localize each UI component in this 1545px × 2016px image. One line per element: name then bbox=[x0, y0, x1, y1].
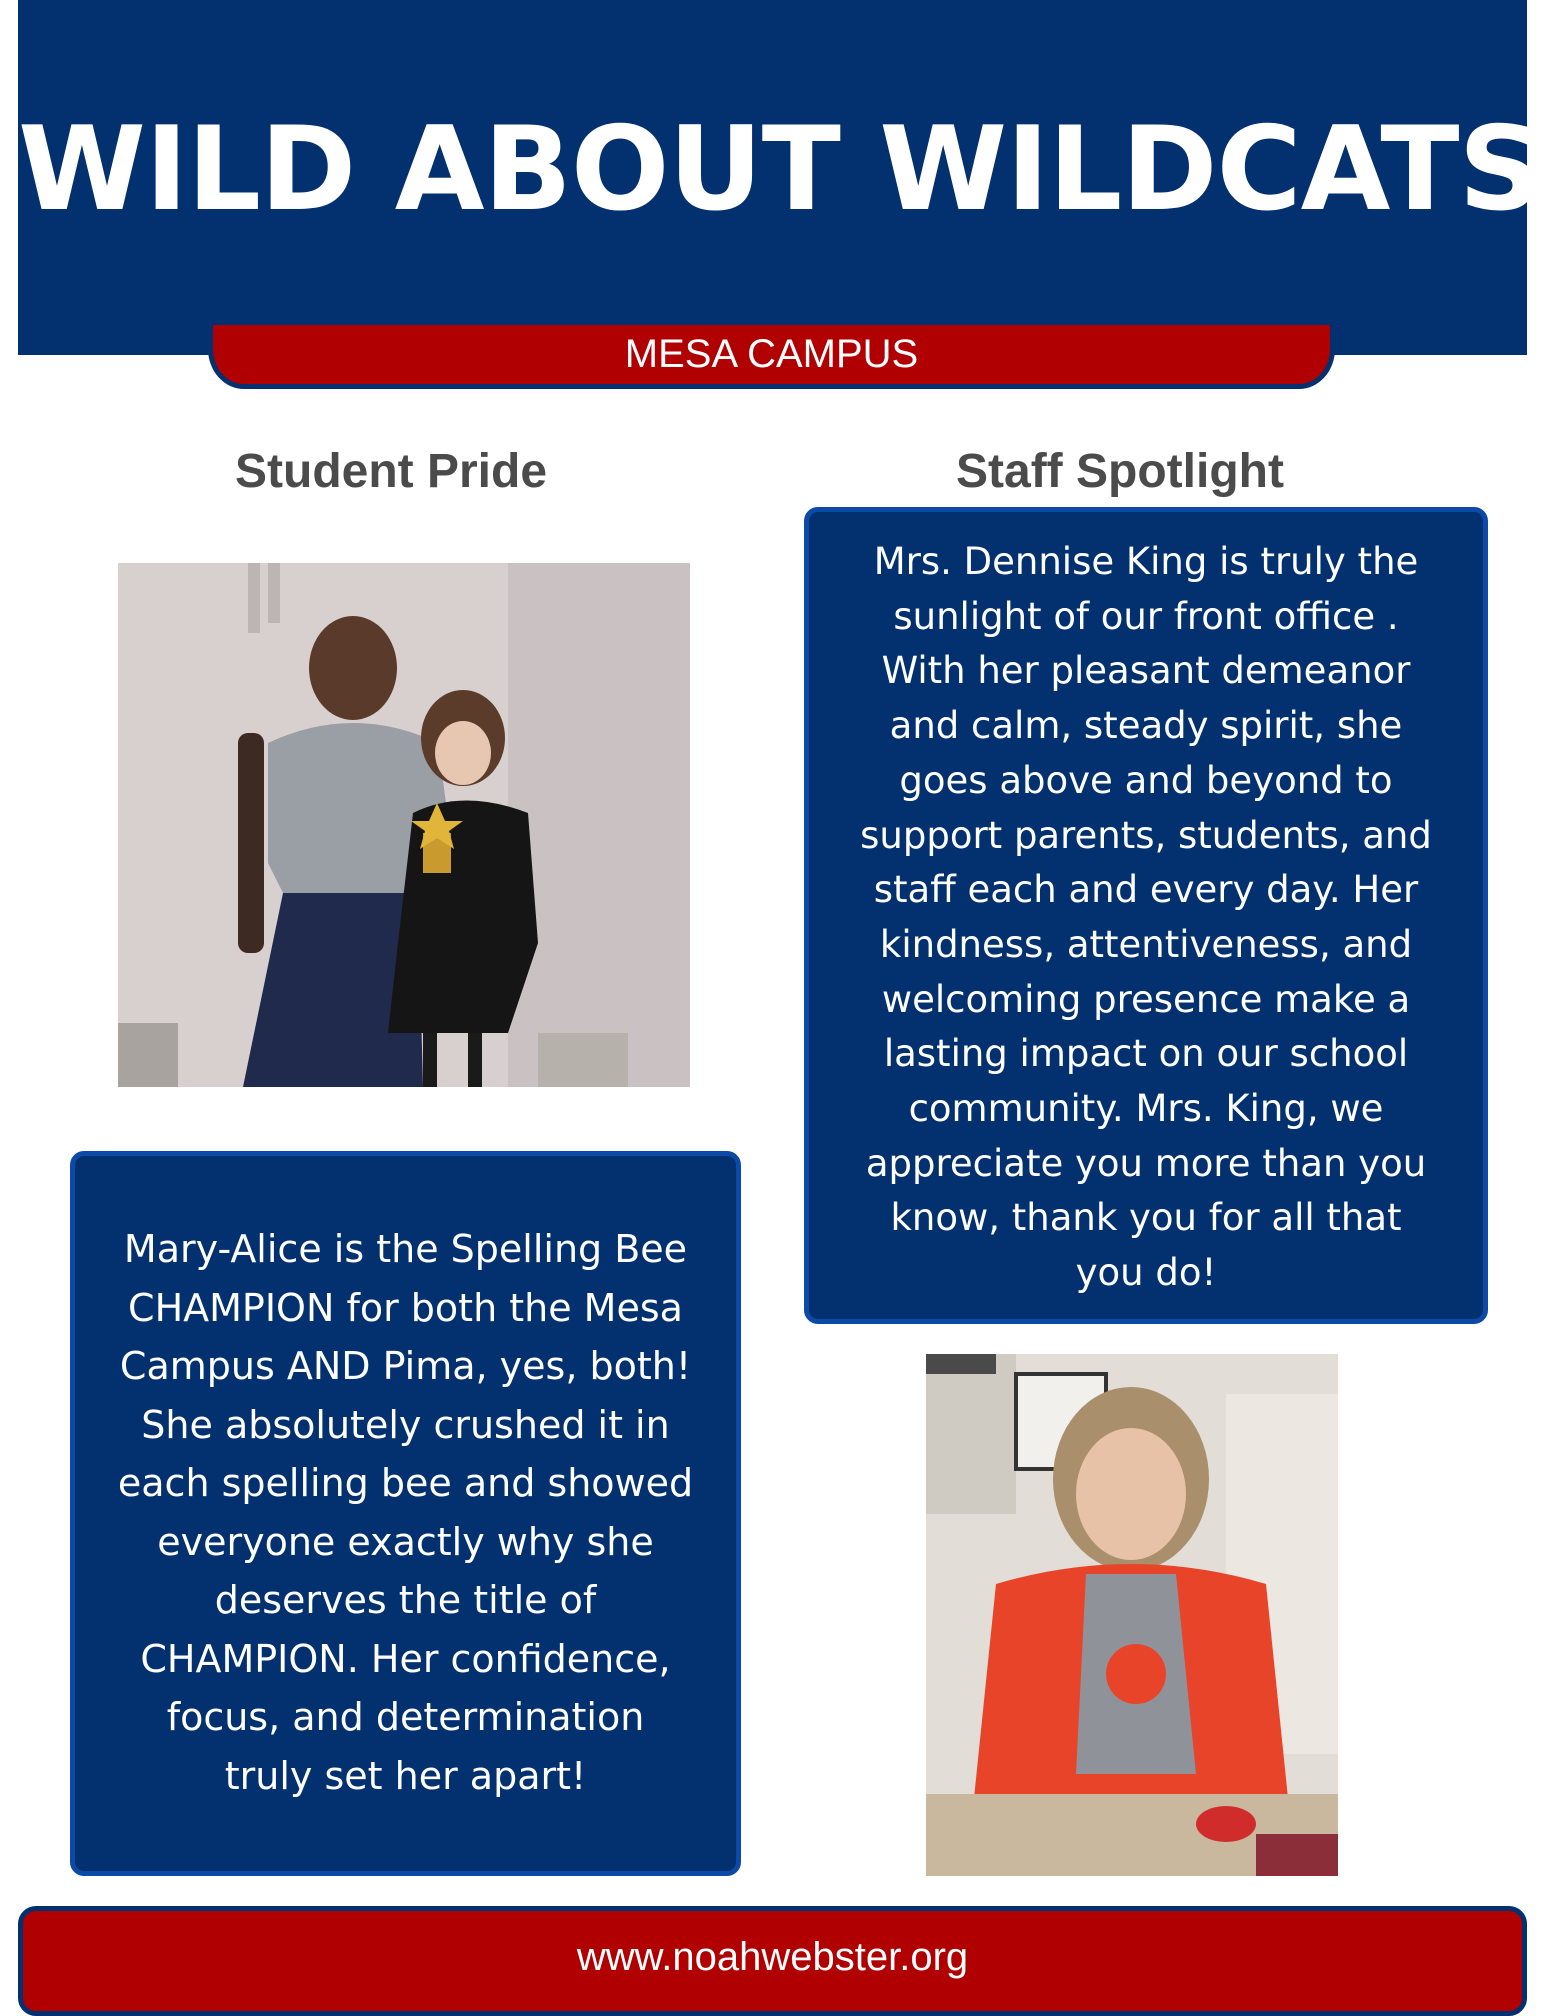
page-title: WILD ABOUT WILDCATS bbox=[18, 102, 1542, 237]
staff-spotlight-heading: Staff Spotlight bbox=[956, 445, 1284, 498]
staff-portrait-photo bbox=[926, 1354, 1338, 1876]
website-url: www.noahwebster.org bbox=[576, 1935, 969, 1979]
student-award-photo bbox=[118, 563, 690, 1087]
campus-label: MESA CAMPUS bbox=[624, 332, 919, 376]
student-story-card bbox=[70, 1151, 741, 1876]
student-story-text: Mary-Alice is the Spelling Bee CHAMPION for both the Mesa Campus AND Pima, yes, both! She absolutely crushed it in each spelling bee and showed everyone exactly why she deserves the title of CHAMPION. Her confidence, focus, and determination truly set her apart! bbox=[117, 1227, 694, 1798]
staff-story-card bbox=[804, 507, 1488, 1324]
staff-story-text: Mrs. Dennise King is truly the sunlight of our front office . With her pleasant demeanor and calm, steady spirit, she goes above and beyond to support parents, students, and staff each and every day. Her kindness, attentiveness, and welcoming presence make a lasting impact on our school community. Mrs. King, we appreciate you more than you know, thank you for all that you do! bbox=[860, 540, 1432, 1295]
student-pride-heading: Student Pride bbox=[235, 445, 548, 498]
